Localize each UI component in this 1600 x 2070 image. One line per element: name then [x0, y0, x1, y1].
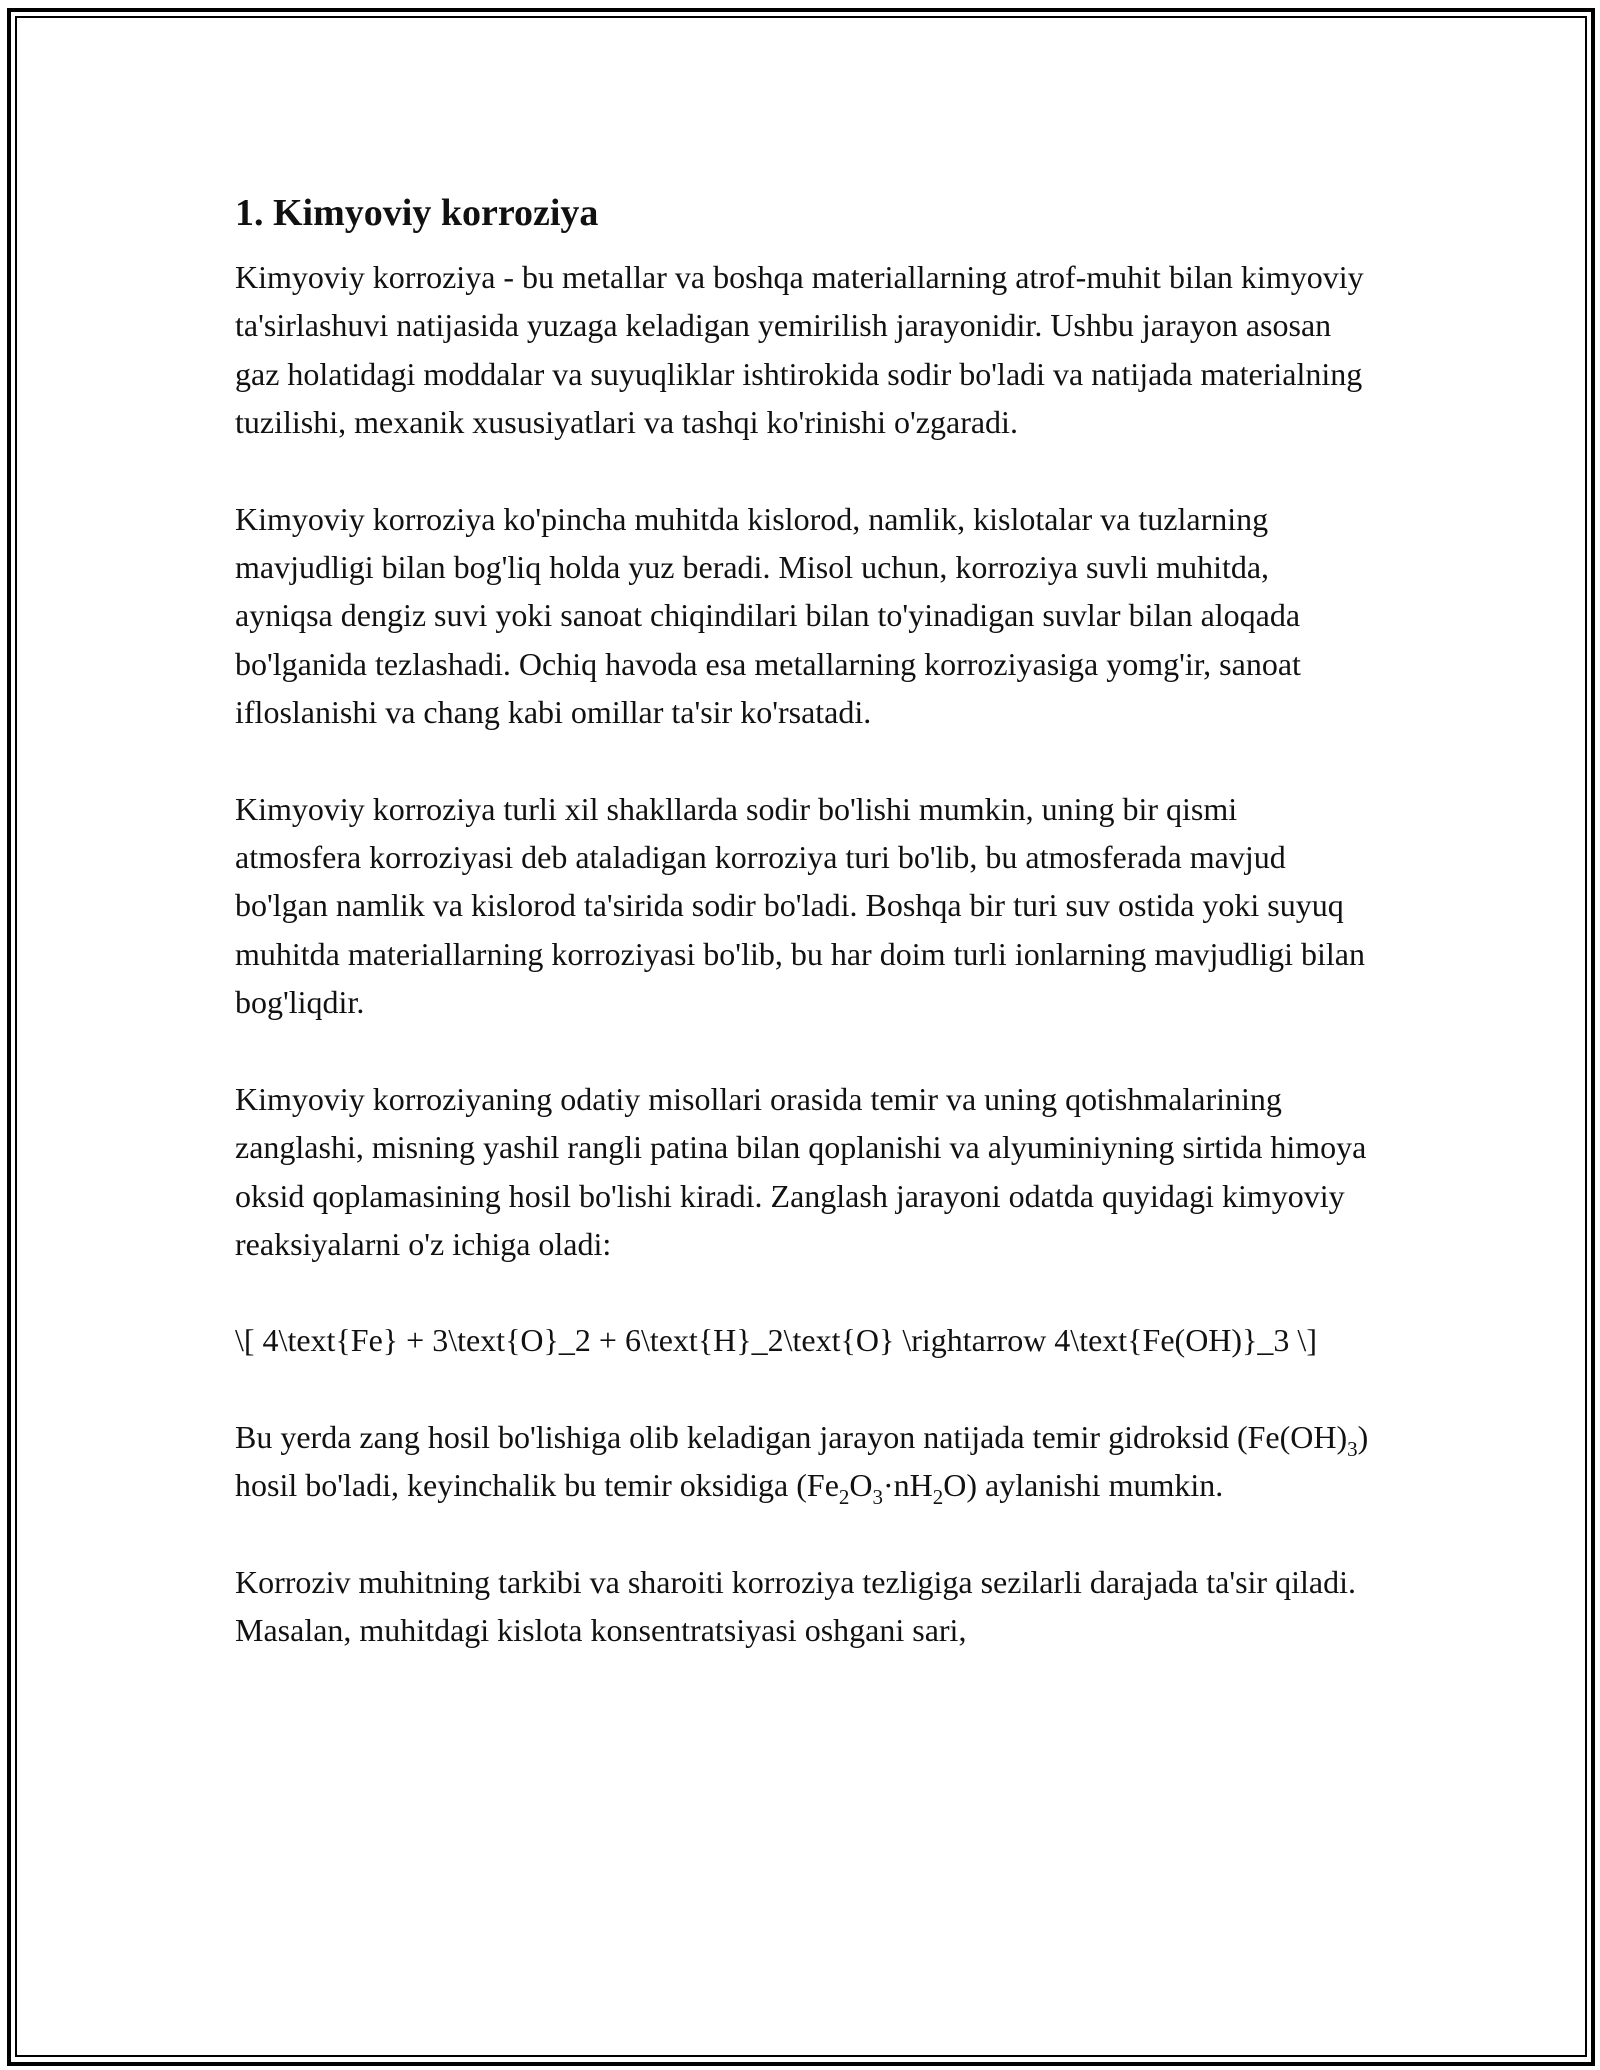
document-page	[235, 185, 1370, 1702]
paragraph-1: Kimyoviy korroziya - bu metallar va boshqa materiallarning atrof-muhit bilan kimyoviy ta'sirlashuvi natijasida yuzaga keladigan yemirilish jarayonidir. Ushbu jarayon asosan gaz holatidagi moddalar va suyuqliklar ishtirokida sodir bo'ladi va natijada materialning tuzilishi, mexanik xususiyatlari va tashqi ko'rinishi o'zgaradi.	[235, 259, 1364, 441]
paragraph-3: Kimyoviy korroziya turli xil shakllarda sodir bo'lishi mumkin, uning bir qismi atmosfera korroziyasi deb ataladigan korroziya turi bo'lib, bu atmosferada mavjud bo'lgan namlik va kislorod ta'sirida sodir bo'ladi. Boshqa bir turi suv ostida yoki suyuq muhitda materiallarning korroziyasi bo'lib, bu har doim turli ionlarning mavjudligi bilan bog'liqdir.	[235, 790, 1365, 1021]
paragraph-7: Korroziv muhitning tarkibi va sharoiti korroziya tezligiga sezilarli darajada ta'sir qiladi. Masalan, muhitdagi kislota konsentratsiyasi oshgani sari,	[235, 1563, 1356, 1648]
subscript-3b: 3	[872, 1485, 883, 1510]
paragraph-6-text-2: ) hosil bo'ladi, keyinchalik bu temir oksidiga (Fe	[235, 1418, 1369, 1504]
paragraph-2: Kimyoviy korroziya ko'pincha muhitda kislorod, namlik, kislotalar va tuzlarning mavjudligi bilan bog'liq holda yuz beradi. Misol uchun, korroziya suvli muhitda, ayniqsa dengiz suvi yoki sanoat chiqindilari bilan to'yinadigan suvlar bilan aloqada bo'lganida tezlashadi. Ochiq havoda esa metallarning korroziyasiga yomg'ir, sanoat ifloslanishi va chang kabi omillar ta'sir ko'rsatadi.	[235, 500, 1301, 731]
paragraph-6-text-1: Bu yerda zang hosil bo'lishiga olib keladigan jarayon natijada temir gidroksid (Fe(OH)	[235, 1418, 1348, 1455]
subscript-3: 3	[1347, 1436, 1358, 1461]
paragraph-4: Kimyoviy korroziyaning odatiy misollari orasida temir va uning qotishmalarining zanglashi, misning yashil rangli patina bilan qoplanishi va alyuminiyning sirtida himoya oksid qoplamasining hosil bo'lishi kiradi. Zanglash jarayoni odatda quyidagi kimyoviy reaksiyalarni o'z ichiga oladi:	[235, 1080, 1367, 1262]
subscript-2: 2	[838, 1485, 850, 1510]
paragraph-6-text-4: ·nH	[883, 1467, 933, 1504]
paragraph-6-text-5: O) aylanishi mumkin.	[943, 1467, 1224, 1504]
subscript-2b: 2	[932, 1485, 944, 1510]
section-heading: 1. Kimyoviy korroziya	[235, 192, 599, 234]
equation-latex: \[ 4\text{Fe} + 3\text{O}_2 + 6\text{H}_2\text{O} \rightarrow 4\text{Fe(OH)}_3 \]	[235, 1322, 1317, 1359]
paragraph-6	[235, 1413, 1370, 1510]
paragraph-6-text-3: O	[849, 1467, 873, 1504]
